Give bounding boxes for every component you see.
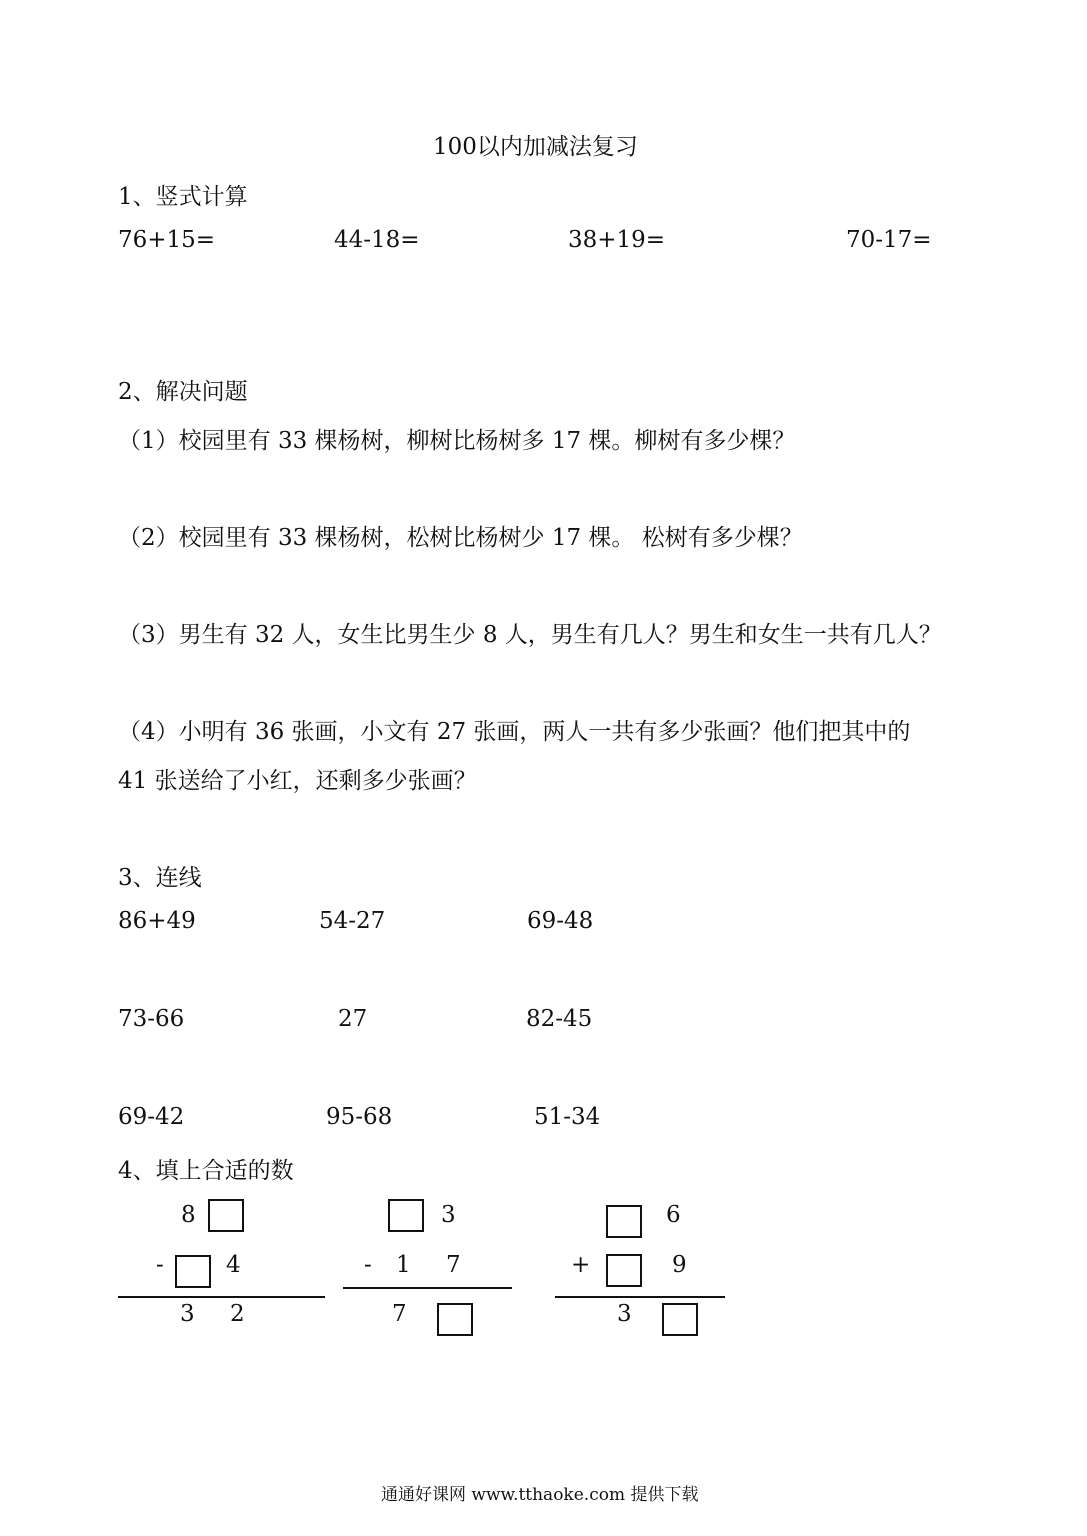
digit: 7 [392,1301,407,1327]
section-heading-4: 4、填上合适的数 [118,1158,294,1184]
page-title: 100以内加减法复习 [433,134,638,160]
digit: 3 [617,1301,632,1327]
match-item[interactable]: 69-48 [527,908,594,934]
answer-box[interactable] [208,1199,244,1232]
digit: 1 [396,1252,411,1278]
answer-box[interactable] [388,1199,424,1232]
digit: 7 [446,1252,461,1278]
digit: 2 [230,1301,245,1327]
match-item[interactable]: 27 [338,1006,368,1032]
calc-item: 76+15= [118,227,216,253]
match-item[interactable]: 82-45 [526,1006,593,1032]
answer-box[interactable] [606,1254,642,1287]
answer-box[interactable] [606,1205,642,1238]
match-item[interactable]: 86+49 [118,908,196,934]
digit: 3 [180,1301,195,1327]
divider-line [118,1296,325,1298]
word-problem-3: （3）男生有 32 人，女生比男生少 8 人，男生有几人？男生和女生一共有几人？ [118,622,942,648]
word-problem-2: （2）校园里有 33 棵杨树，松树比杨树少 17 棵。 松树有多少棵？ [118,525,803,551]
digit: 6 [666,1202,681,1228]
digit: 9 [672,1252,687,1278]
section-heading-1: 1、竖式计算 [118,184,248,210]
match-item[interactable]: 69-42 [118,1104,185,1130]
answer-box[interactable] [175,1255,211,1288]
operator: - [364,1252,372,1278]
calc-item: 38+19= [568,227,666,253]
word-problem-4-line1: （4）小明有 36 张画，小文有 27 张画，两人一共有多少张画？他们把其中的 [118,719,911,745]
digit: 4 [226,1252,241,1278]
divider-line [555,1296,725,1298]
match-item[interactable]: 54-27 [319,908,386,934]
answer-box[interactable] [437,1303,473,1336]
divider-line [343,1287,512,1289]
digit: 3 [441,1202,456,1228]
operator: + [571,1252,591,1278]
calc-item: 44-18= [334,227,420,253]
section-heading-2: 2、解决问题 [118,379,248,405]
match-item[interactable]: 51-34 [534,1104,601,1130]
footer-note: 通通好课网 www.tthaoke.com 提供下载 [381,1485,699,1505]
word-problem-4-line2: 41 张送给了小红，还剩多少张画？ [118,768,477,794]
match-item[interactable]: 95-68 [326,1104,393,1130]
operator: - [156,1252,164,1278]
section-heading-3: 3、连线 [118,865,202,891]
word-problem-1: （1）校园里有 33 棵杨树，柳树比杨树多 17 棵。柳树有多少棵？ [118,428,796,454]
answer-box[interactable] [662,1303,698,1336]
calc-item: 70-17= [846,227,932,253]
match-item[interactable]: 73-66 [118,1006,185,1032]
digit: 8 [181,1202,196,1228]
